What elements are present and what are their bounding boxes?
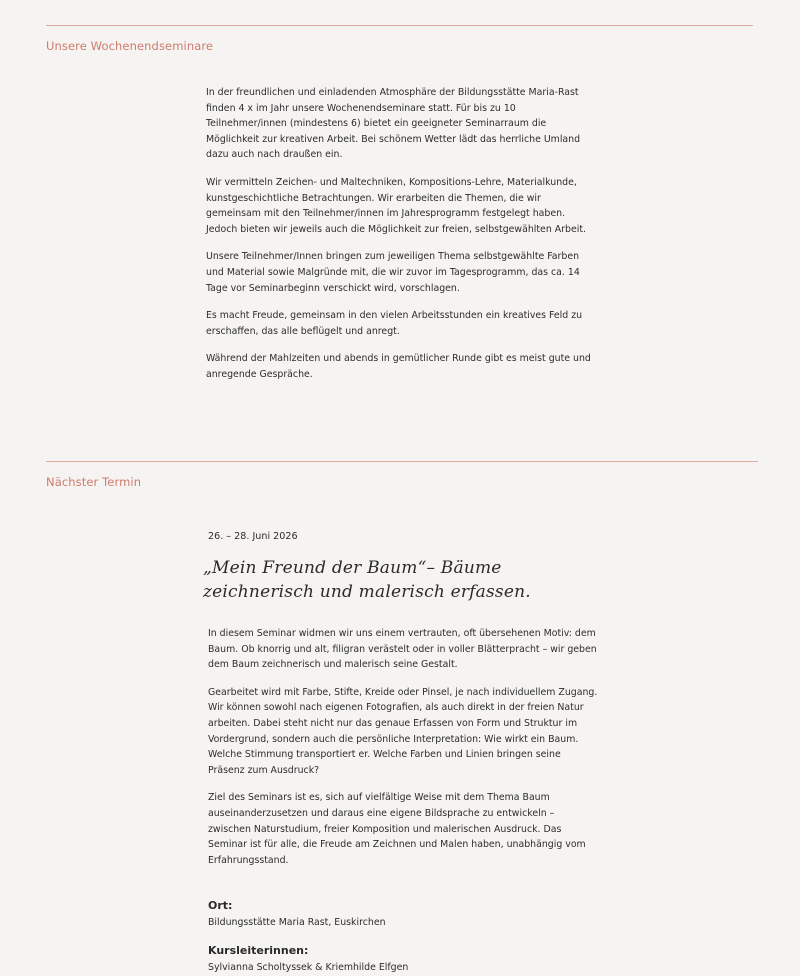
termin-paragraph: Gearbeitet wird mit Farbe, Stifte, Kreide oder Pinsel, je nach individuellem Zugang. Wir können sowohl nach eigenen Fotografien, als auch direkt in der freien Natur arbeiten. Dabei steht nicht nur das genaue Erfassen von Form und Struktur im Vordergrund, sondern auch die persönliche Interpretation: Wie wirkt ein Baum. Welche Stimmung transportiert er. Welche Farben und Linien bringen seine Präsenz zum Ausdruck? — [208, 686, 598, 776]
instructors-label: Kursleiterinnen: — [208, 944, 309, 957]
termin-paragraph: Ziel des Seminars ist es, sich auf vielfältige Weise mit dem Thema Baum auseinanderzusetzen und daraus eine eigene Bildsprache zu entwickeln – zwischen Naturstudium, freier Komposition und malerischen Ausdruck. Das Seminar ist für alle, die Freude am Zeichnen und Malen haben, unabhängig vom Erfahrungsstand. — [208, 792, 586, 866]
seminare-text-column — [206, 85, 598, 395]
location-label: Ort: — [208, 899, 233, 912]
seminare-paragraph: In der freundlichen und einladenden Atmosphäre der Bildungsstätte Maria-Rast finden 4 x im Jahr unsere Wochenendseminare statt. Für bis zu 10 Teilnehmer/innen (mindestens 6) bietet ein geeigneter Seminarraum die Möglichkeit zur kreativen Arbeit. Bei schönem Wetter lädt das herrliche Umland dazu auch nach draußen ein. — [206, 87, 581, 161]
termin-paragraph: In diesem Seminar widmen wir uns einem vertrauten, oft übersehenen Motiv: dem Baum. Ob knorrig und alt, filigran verästelt oder in voller Blätterpracht – wir geben dem Baum zeichnerisch und malerisch seine Gestalt. — [208, 628, 597, 671]
termin-text-column — [208, 626, 600, 880]
section-heading-termin: Nächster Termin — [46, 475, 142, 489]
location-value: Bildungsstätte Maria Rast, Euskirchen — [208, 917, 386, 928]
seminare-paragraph: Während der Mahlzeiten und abends in gemütlicher Runde gibt es meist gute und anregende Gespräche. — [206, 353, 591, 380]
section-heading-seminare: Unsere Wochenendseminare — [46, 39, 214, 53]
event-title: „Mein Freund der Baum“– Bäume zeichnerisch und malerisch erfassen. — [203, 558, 531, 602]
section-divider-top — [46, 25, 753, 26]
seminare-paragraph: Wir vermitteln Zeichen- und Maltechniken, Kompositions-Lehre, Materialkunde, kunstgeschichtliche Betrachtungen. Wir erarbeiten die Themen, die wir gemeinsam mit den Teilnehmer/innen im Jahresprogramm festgelegt haben. Jedoch bieten wir jeweils auch die Möglichkeit zur freien, selbstgewählten Arbeit. — [206, 176, 586, 235]
section-divider-termin — [46, 461, 758, 462]
seminare-paragraph: Es macht Freude, gemeinsam in den vielen Arbeitsstunden ein kreatives Feld zu erschaffen, das alle beflügelt und anregt. — [206, 310, 583, 337]
instructors-value: Sylvianna Scholtyssek & Kriemhilde Elfgen — [208, 962, 409, 973]
seminare-paragraph: Unsere Teilnehmer/Innen bringen zum jeweiligen Thema selbstgewählte Farben und Material sowie Malgründe mit, die wir zuvor im Tagesprogramm, das ca. 14 Tage vor Seminarbeginn verschickt wird, vorschlagen. — [206, 251, 580, 294]
event-date: 26. – 28. Juni 2026 — [208, 531, 298, 542]
